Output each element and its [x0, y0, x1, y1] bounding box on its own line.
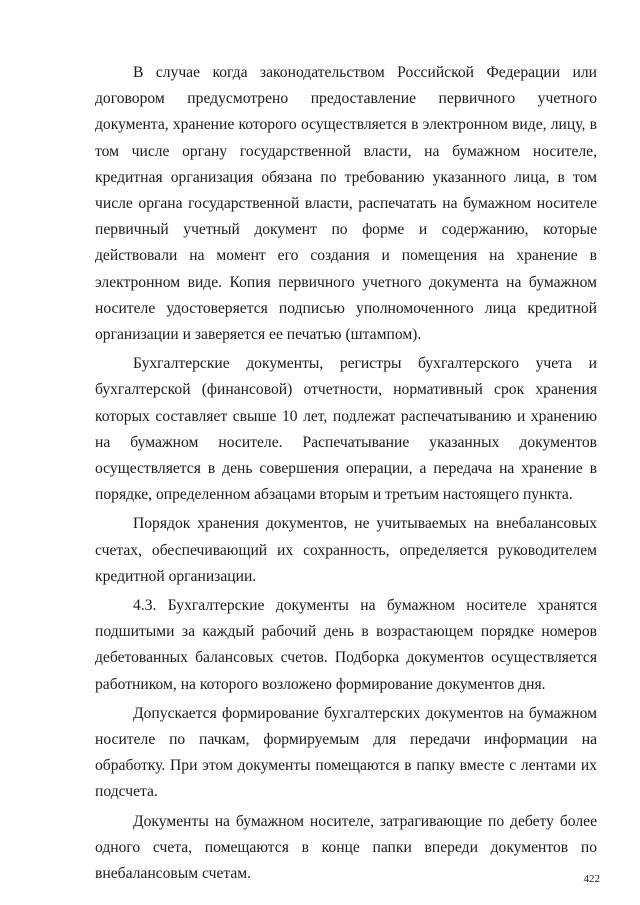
paragraph-1: В случае когда законодательством Российской Федерации или договором предусмотрено предоставление первичного учетного документа, хранение которого осуществляется в электронном виде, лицу, в том числе органу государственной власти, на бумажном носителе, кредитная организация обязана по требованию указанного лица, в том числе органа государственной власти, распечатать на бумажном носителе первичный учетный документ по форме и содержанию, которые действовали на момент его создания и помещения на хранение в электронном виде. Копия первичного учетного документа на бумажном носителе удостоверяется подписью уполномоченного лица кредитной организации и заверяется ее печатью (штампом).	[95, 64, 597, 344]
paragraph-4: 4.3. Бухгалтерские документы на бумажном носителе хранятся подшитыми за каждый рабочий день в возрастающем порядке номеров дебетованных балансовых счетов. Подборка документов осуществляется работником, на которого возложено формирование документов дня.	[95, 597, 597, 693]
page-number: 422	[583, 873, 600, 885]
paragraph-5: Допускается формирование бухгалтерских документов на бумажном носителе по пачкам, формируемым для передачи информации на обработку. При этом документы помещаются в папку вместе с лентами их подсчета.	[95, 704, 597, 801]
paragraph-2: Бухгалтерские документы, регистры бухгалтерского учета и бухгалтерской (финансовой) отчетности, нормативный срок хранения которых составляет свыше 10 лет, подлежат распечатыванию и хранению на бумажном носителе. Распечатывание указанных документов осуществляется в день совершения операции, а передача на хранение в порядке, определенном абзацами вторым и третьим настоящего пункта.	[95, 355, 597, 504]
paragraph-6: Документы на бумажном носителе, затрагивающие по дебету более одного счета, помещаются в конце папки впереди документов по внебалансовым счетам.	[95, 812, 597, 883]
document-body	[95, 60, 597, 887]
paragraph-3: Порядок хранения документов, не учитываемых на внебалансовых счетах, обеспечивающий их сохранность, определяется руководителем кредитной организации.	[95, 515, 597, 585]
